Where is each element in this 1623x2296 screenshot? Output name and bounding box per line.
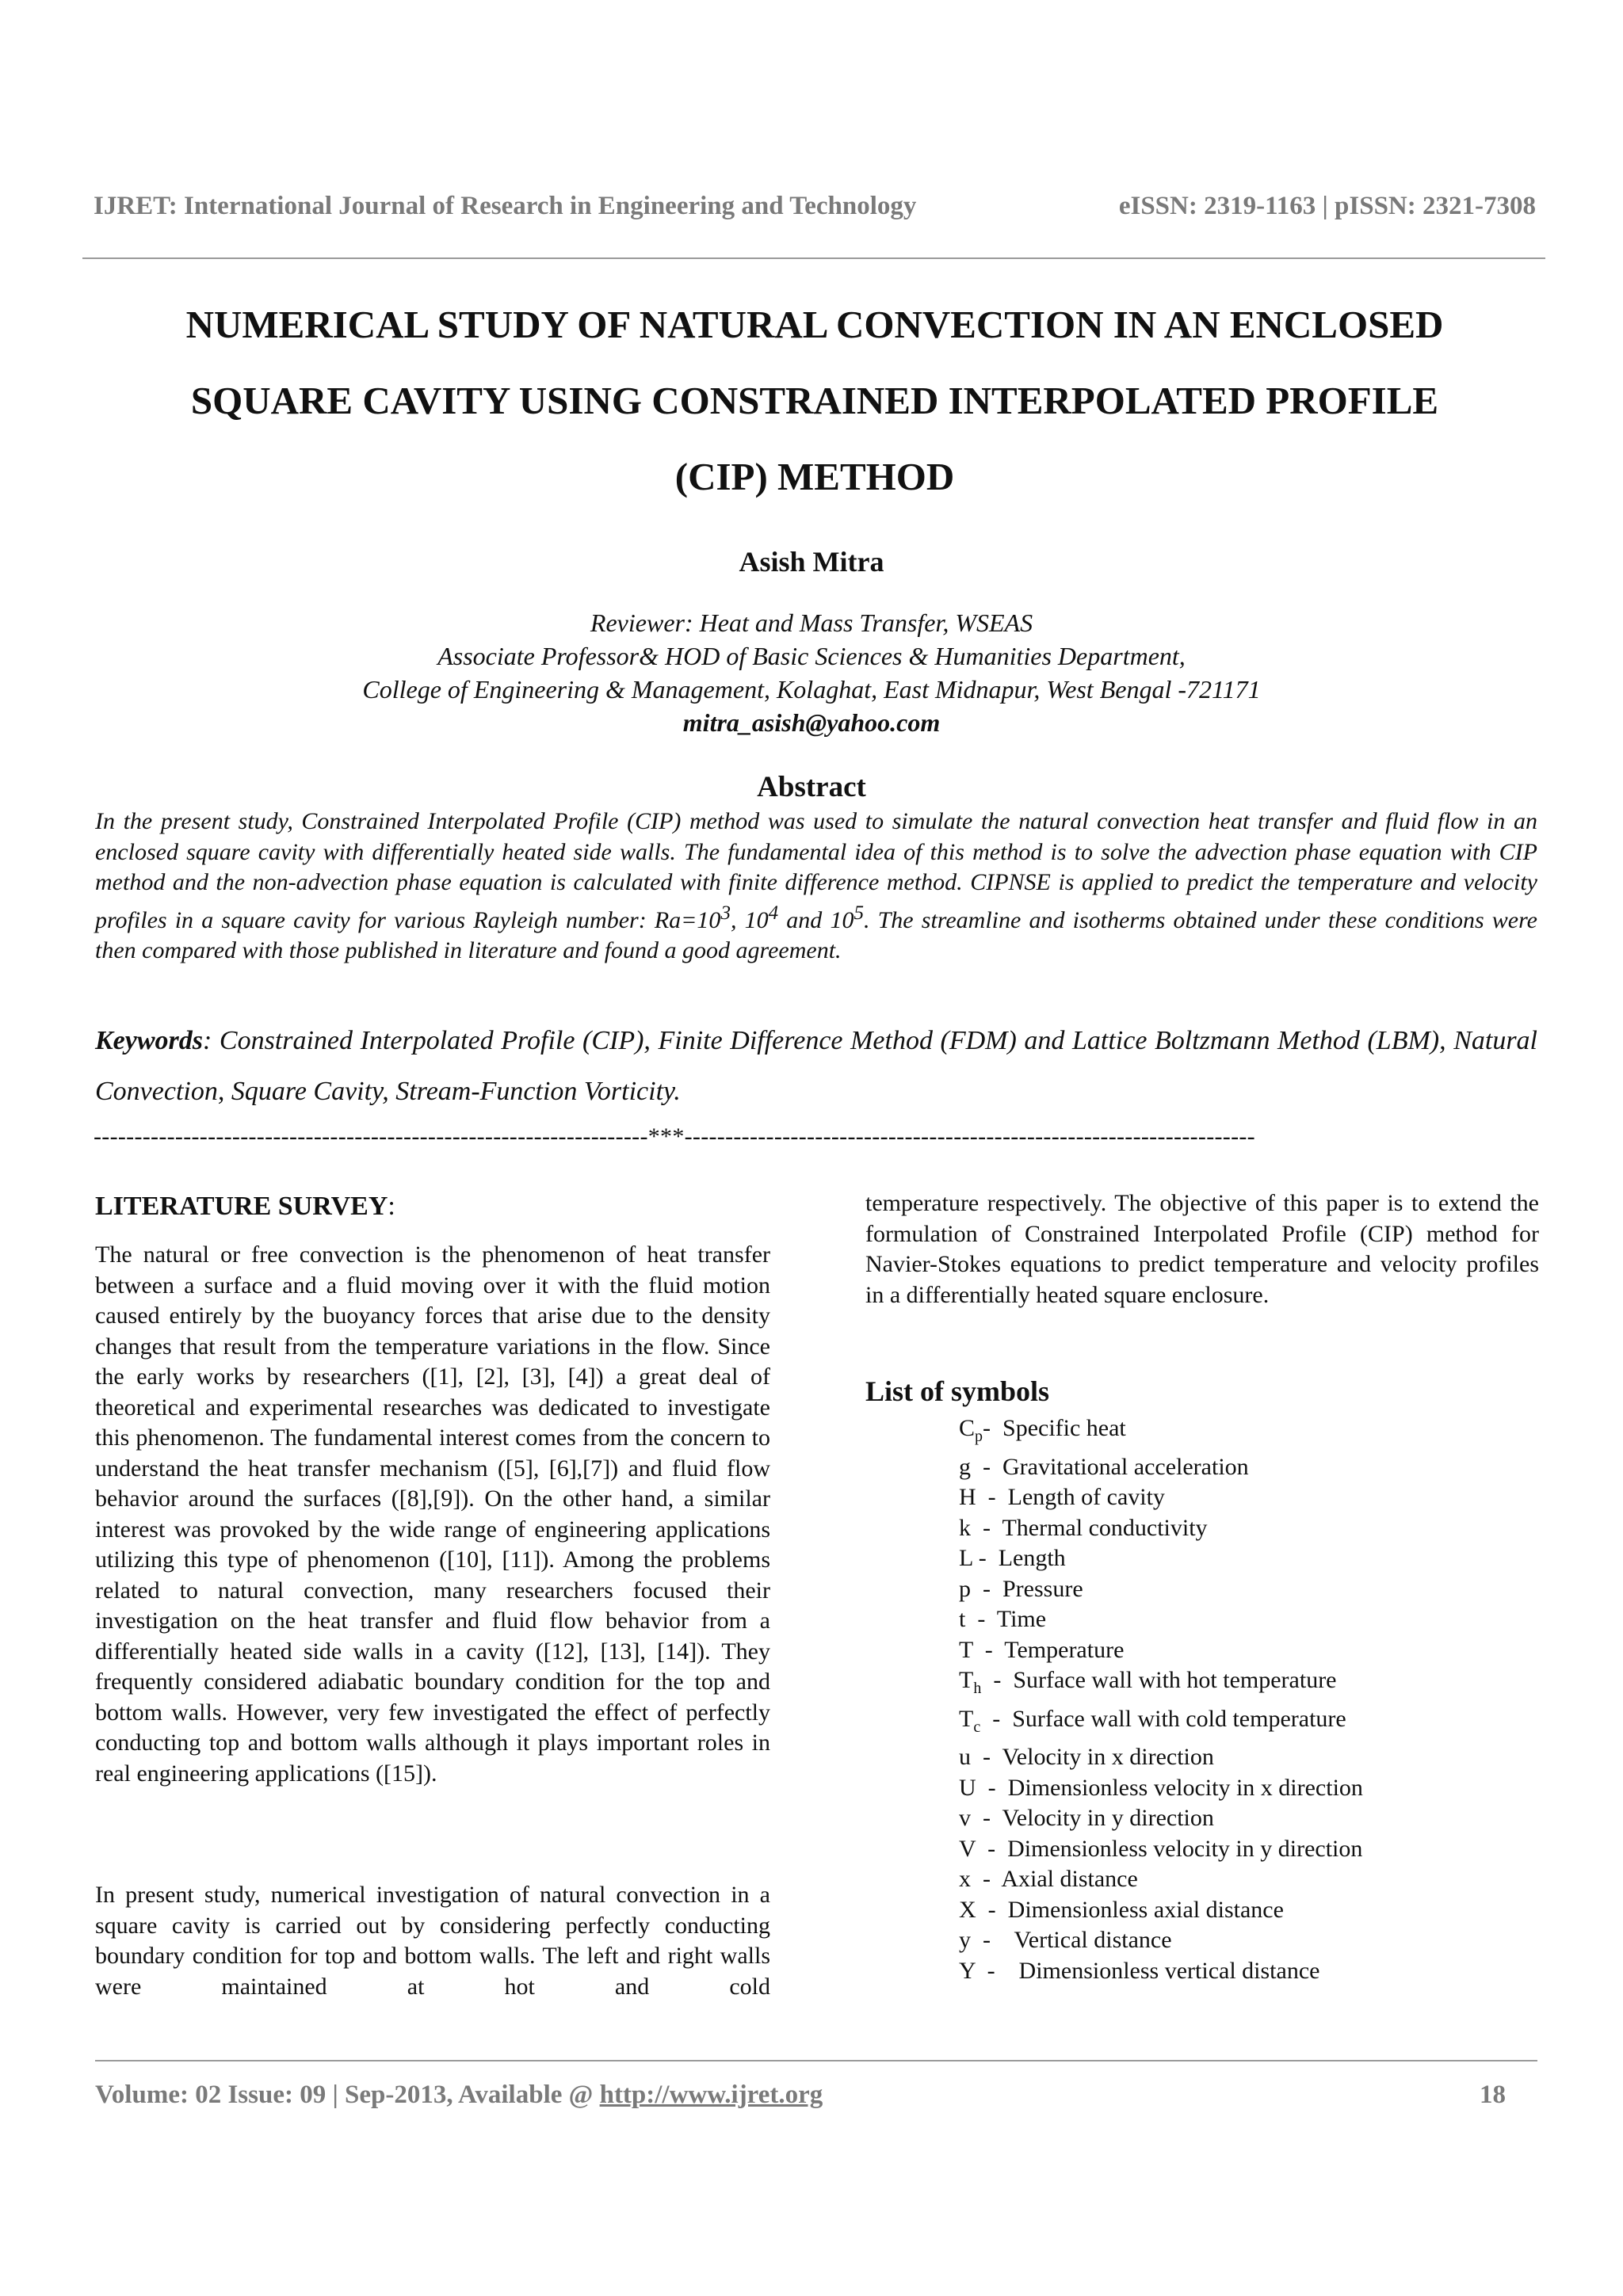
- symbol-description: - Surface wall with hot temperature: [981, 1667, 1337, 1693]
- running-header: [94, 192, 1536, 221]
- symbol-row: [959, 1895, 1363, 1926]
- abstract-text: In the present study, Constrained Interpolated Profile (CIP) method was used to simulate the natural convection heat transfer and fluid flow in an enclosed square cavity with differentially heated side walls. The fundamental idea of this method is to solve the advection phase equation with CIP method and the non-advection phase equation is calculated with finite difference method. CIPNSE is applied to predict the temperature and velocity profiles in a square cavity for various Rayleigh number: $Ra=10^3$, $10^4$ and $10^5$. The streamline and isotherms obtained under these conditions were then compared with those published in literature and found a good agreement.: [95, 808, 1537, 963]
- journal-link[interactable]: http://www.ijret.org: [599, 2081, 823, 2109]
- page-footer: [95, 2081, 1506, 2110]
- symbol-row: [959, 1513, 1363, 1544]
- symbol: u: [959, 1744, 971, 1770]
- keywords: [95, 1016, 1537, 1117]
- symbol-row: [959, 1482, 1363, 1513]
- symbol: L: [959, 1545, 973, 1571]
- symbol-row: [959, 1773, 1363, 1804]
- symbol: C: [959, 1415, 976, 1441]
- symbol: x: [959, 1866, 971, 1892]
- abstract-heading: Abstract: [757, 771, 866, 803]
- symbol: y: [959, 1927, 971, 1953]
- title-line-2: SQUARE CAVITY USING CONSTRAINED INTERPOLATED PROFILE: [190, 379, 1439, 422]
- header-rule: [82, 257, 1545, 259]
- symbol-description: - Temperature: [972, 1636, 1125, 1663]
- symbol-row: [959, 1635, 1363, 1666]
- symbol: Y: [959, 1957, 976, 1984]
- author-name: Asish Mitra: [739, 546, 884, 578]
- symbol: V: [959, 1835, 976, 1862]
- symbol: k: [959, 1514, 971, 1541]
- symbol: T: [959, 1705, 974, 1732]
- symbol-row: [959, 1956, 1363, 1987]
- symbol-description: - Time: [965, 1606, 1047, 1632]
- symbol-description: - Velocity in x direction: [971, 1744, 1214, 1770]
- symbol-description: - Gravitational acceleration: [971, 1453, 1249, 1480]
- symbol-description: - Length: [972, 1545, 1066, 1571]
- symbol-description: - Vertical distance: [971, 1927, 1172, 1953]
- symbol-row: [959, 1925, 1363, 1956]
- literature-paragraph-2-continued: temperature respectively. The objective of this paper is to extend the formulation of Constrained Interpolated Profile (CIP) method for Navier-Stokes equations to predict temperature and velocity profiles in a differentially heated square enclosure.: [865, 1190, 1539, 1308]
- journal-name: IJRET: International Journal of Research in Engineering and Technology: [94, 192, 917, 220]
- symbol-description: - Thermal conductivity: [971, 1514, 1208, 1541]
- symbol: T: [959, 1667, 974, 1693]
- symbol: p: [959, 1575, 971, 1602]
- symbol-description: - Dimensionless vertical distance: [975, 1957, 1320, 1984]
- symbol-description: - Dimensionless velocity in y direction: [976, 1835, 1363, 1862]
- section-separator: --------------------------------------------------------------------***----------------------------------------------------------------------: [94, 1123, 1255, 1150]
- symbol-row: [959, 1604, 1363, 1635]
- symbol-row: [959, 1665, 1363, 1704]
- symbol-description: - Pressure: [971, 1575, 1083, 1602]
- symbol-row: [959, 1543, 1363, 1574]
- symbol-row: [959, 1574, 1363, 1605]
- symbol-row: [959, 1834, 1363, 1865]
- symbol-row: [959, 1452, 1363, 1483]
- symbol-description: - Dimensionless axial distance: [976, 1896, 1284, 1923]
- symbol-subscript: p: [975, 1428, 983, 1445]
- page-number: 18: [1480, 2081, 1506, 2109]
- symbol-description: - Length of cavity: [976, 1484, 1165, 1510]
- symbol-description: - Velocity in y direction: [971, 1805, 1214, 1831]
- symbol-subscript: h: [973, 1680, 982, 1697]
- symbols-list: [959, 1413, 1363, 1986]
- symbol: H: [959, 1484, 976, 1510]
- literature-paragraph-2: In present study, numerical investigation of natural convection in a square cavity is carried out by considering perfectly conducting boundary condition for top and bottom walls. The left and right walls were maintained at hot and cold: [95, 1882, 770, 2000]
- footer-volume: Volume: 02 Issue: 09 | Sep-2013, Available @ http://www.ijret.org: [95, 2081, 823, 2109]
- symbol-description: - Surface wall with cold temperature: [980, 1705, 1346, 1732]
- title-line-1: NUMERICAL STUDY OF NATURAL CONVECTION IN AN ENCLOSED: [185, 303, 1444, 346]
- journal-issn: eISSN: 2319-1163 | pISSN: 2321-7308: [1118, 192, 1536, 220]
- symbol: X: [959, 1896, 976, 1923]
- keywords-label: Keywords: [95, 1026, 203, 1055]
- symbol: v: [959, 1805, 971, 1831]
- symbol-row: [959, 1704, 1363, 1743]
- keywords-text: : Constrained Interpolated Profile (CIP), Finite Difference Method (FDM) and Lattice Boltzmann Method (LBM), Natural Convection, Square Cavity, Stream-Function Vorticity.: [95, 1026, 1537, 1106]
- affiliation-line-3: College of Engineering & Management, Kolaghat, East Midnapur, West Bengal -721171: [362, 675, 1261, 704]
- literature-paragraph-1: The natural or free convection is the phenomenon of heat transfer between a surface and a fluid moving over it with the fluid motion caused entirely by the buoyancy forces that arise due to the density changes that result from the temperature variations in the flow. Since the early works by researchers ([1], [2], [3], [4]) a great deal of theoretical and experimental researches was dedicated to investigate this phenomenon. The fundamental interest comes from the concern to understand the heat transfer mechanism ([5], [6],[7]) and fluid flow behavior around the surfaces ([8],[9]). On the other hand, a similar interest was provoked by the wide range of engineering applications utilizing this type of phenomenon ([10], [11]). Among the problems related to natural convection, many researchers focused their investigation on the heat transfer and fluid flow behavior from a differentially heated side walls in a cavity ([12], [13], [14]). They frequently considered adiabatic boundary condition for the top and bottom walls. However, very few investigated the effect of perfectly conducting top and bottom walls although it plays important roles in real engineering applications ([15]).: [95, 1241, 770, 1787]
- symbols-heading: List of symbols: [865, 1375, 1050, 1407]
- symbol-description: - Dimensionless velocity in x direction: [976, 1774, 1363, 1801]
- literature-survey-heading: LITERATURE SURVEY:: [95, 1192, 395, 1221]
- symbol-row: [959, 1413, 1363, 1452]
- symbol-row: [959, 1803, 1363, 1834]
- symbol-description: - Axial distance: [971, 1866, 1138, 1892]
- affiliation-line-1: Reviewer: Heat and Mass Transfer, WSEAS: [590, 608, 1033, 637]
- symbol-subscript: c: [973, 1718, 981, 1736]
- symbol-description: - Specific heat: [983, 1415, 1126, 1441]
- symbol: T: [959, 1636, 973, 1663]
- symbol: U: [959, 1774, 976, 1801]
- footer-rule: [95, 2060, 1537, 2061]
- paper-title: [95, 287, 1534, 515]
- symbol: t: [959, 1606, 966, 1632]
- title-line-3: (CIP) METHOD: [674, 455, 955, 498]
- symbol: g: [959, 1453, 971, 1480]
- symbol-row: [959, 1864, 1363, 1895]
- symbol-row: [959, 1742, 1363, 1773]
- affiliation-line-2: Associate Professor& HOD of Basic Sciences & Humanities Department,: [437, 642, 1186, 670]
- author-email[interactable]: mitra_asish@yahoo.com: [682, 708, 941, 737]
